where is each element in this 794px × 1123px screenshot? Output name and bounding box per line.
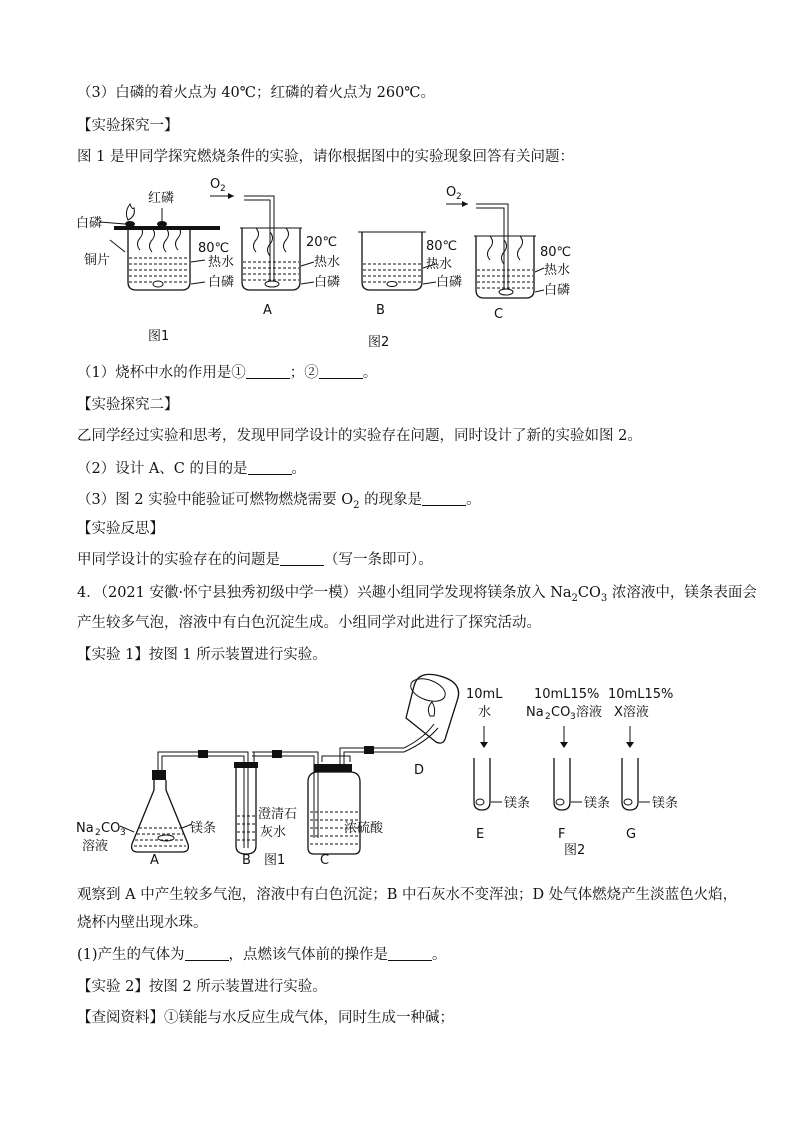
test-tube-e: [466, 687, 530, 842]
svg-text:灰水: 灰水: [260, 825, 287, 840]
section-heading-1: 【实验探究一】: [77, 118, 179, 134]
svg-text:Na: Na: [76, 821, 94, 836]
svg-text:E: E: [476, 827, 485, 842]
svg-text:10mL15%: 10mL15%: [534, 687, 600, 702]
svg-text:浓硫酸: 浓硫酸: [344, 821, 384, 836]
svg-text:O: O: [210, 177, 221, 192]
svg-text:红磷: 红磷: [148, 191, 175, 206]
svg-text:G: G: [626, 827, 637, 842]
svg-text:C: C: [494, 307, 504, 322]
experiment-1-heading: 【实验 1】按图 1 所示装置进行实验。: [77, 647, 327, 663]
svg-text:80℃: 80℃: [426, 239, 458, 254]
svg-text:白磷: 白磷: [314, 275, 341, 290]
question-4-1: (1)产生的气体为 ，点燃该气体前的操作是 。: [77, 947, 447, 963]
svg-text:3: 3: [570, 712, 576, 722]
svg-text:CO: CO: [101, 821, 121, 836]
svg-text:澄清石: 澄清石: [258, 807, 298, 822]
svg-text:镁条: 镁条: [190, 821, 217, 836]
svg-text:2: 2: [95, 828, 101, 838]
svg-text:镁条: 镁条: [652, 796, 679, 811]
svg-text:图2: 图2: [564, 843, 586, 858]
blank-3[interactable]: [248, 460, 292, 475]
svg-text:B: B: [242, 853, 251, 868]
svg-text:F: F: [558, 827, 566, 842]
svg-text:镁条: 镁条: [584, 796, 611, 811]
question-3: （3）图 2 实验中能验证可燃物燃烧需要 $O_2$ 的现象是 。: [77, 492, 481, 511]
svg-text:白磷: 白磷: [544, 283, 571, 298]
svg-text:10mL: 10mL: [466, 687, 503, 702]
fig2-beaker-b: [358, 232, 462, 350]
question-2: （2）设计 A、C 的目的是 。: [77, 461, 307, 477]
fig2-beaker-a: [210, 177, 340, 318]
section-heading-2: 【实验探究二】: [77, 397, 179, 413]
observation-line-1: 观察到 A 中产生较多气泡，溶液中有白色沉淀；B 中石灰水不变浑浊；D 处气体燃烧产生淡蓝色火焰，: [77, 887, 738, 903]
reflection-line: 甲同学设计的实验存在的问题是 （写一条即可）。: [77, 552, 433, 568]
svg-text:热水: 热水: [208, 255, 235, 270]
svg-text:20℃: 20℃: [306, 235, 338, 250]
svg-text:80℃: 80℃: [198, 241, 230, 256]
svg-text:铜片: 铜片: [84, 253, 111, 268]
observation-line-2: 烧杯内壁出现水珠。: [77, 915, 208, 931]
fig1-beaker: [76, 190, 234, 344]
experiment-2-heading: 【实验 2】按图 2 所示装置进行实验。: [77, 979, 327, 995]
apparatus-b: [234, 750, 297, 868]
svg-text:水: 水: [478, 705, 492, 720]
svg-text:图1: 图1: [148, 329, 170, 344]
blank-5[interactable]: [280, 551, 324, 566]
intro-line: 图 1 是甲同学探究燃烧条件的实验，请你根据图中的实验现象回答有关问题：: [77, 149, 574, 165]
test-tube-g: [608, 687, 678, 842]
svg-text:溶液: 溶液: [576, 705, 603, 720]
svg-text:D: D: [414, 763, 425, 778]
problem-4-line-1: 4．（2021 安徽·怀宁县独秀初级中学一模）兴趣小组同学发现将镁条放入 $Na_2CO_3$ 浓溶液中，镁条表面会: [77, 585, 757, 604]
svg-text:B: B: [376, 303, 385, 318]
fig2-beaker-c: [446, 185, 571, 322]
section-heading-3: 【实验反思】: [77, 521, 164, 537]
svg-text:10mL15%: 10mL15%: [608, 687, 674, 702]
svg-text:溶液: 溶液: [82, 839, 109, 854]
blank-1[interactable]: [246, 364, 290, 379]
blank-4[interactable]: [422, 491, 466, 506]
svg-text:图1: 图1: [264, 853, 286, 868]
svg-text:2: 2: [456, 192, 462, 202]
svg-text:C: C: [320, 853, 330, 868]
problem-4-line-2: 产生较多气泡，溶液中有白色沉淀生成。小组同学对此进行了探究活动。: [77, 615, 541, 631]
apparatus-a: [76, 752, 234, 868]
blank-6[interactable]: [185, 946, 229, 961]
figure-combustion: [70, 172, 590, 352]
apparatus-c: [284, 746, 404, 868]
svg-text:2: 2: [545, 712, 551, 722]
svg-text:白磷: 白磷: [436, 275, 463, 290]
svg-text:镁条: 镁条: [504, 796, 531, 811]
svg-text:A: A: [150, 853, 159, 868]
test-tube-f: [526, 687, 610, 858]
blank-7[interactable]: [388, 946, 432, 961]
paragraph-2: 乙同学经过实验和思考，发现甲同学设计的实验存在问题，同时设计了新的实验如图 2。: [77, 428, 642, 444]
reference-line: 【查阅资料】①镁能与水反应生成气体，同时生成一种碱；: [77, 1010, 454, 1026]
svg-text:Na: Na: [526, 705, 544, 720]
info-line-3: （3）白磷的着火点为 40℃；红磷的着火点为 260℃。: [77, 85, 436, 101]
apparatus-d: [404, 674, 459, 778]
svg-text:白磷: 白磷: [208, 275, 235, 290]
question-1: （1）烧杯中水的作用是① ；② 。: [77, 365, 378, 381]
svg-text:80℃: 80℃: [540, 245, 572, 260]
figure-magnesium: [74, 668, 714, 868]
svg-text:热水: 热水: [544, 263, 571, 278]
svg-text:热水: 热水: [314, 255, 341, 270]
svg-text:CO: CO: [551, 705, 571, 720]
svg-text:图2: 图2: [368, 335, 390, 350]
svg-text:白磷: 白磷: [76, 216, 103, 231]
svg-text:2: 2: [220, 184, 226, 194]
svg-text:3: 3: [120, 828, 126, 838]
svg-text:热水: 热水: [426, 257, 453, 272]
svg-text:X溶液: X溶液: [614, 705, 649, 720]
svg-text:O: O: [446, 185, 457, 200]
blank-2[interactable]: [319, 364, 363, 379]
svg-text:A: A: [263, 303, 272, 318]
